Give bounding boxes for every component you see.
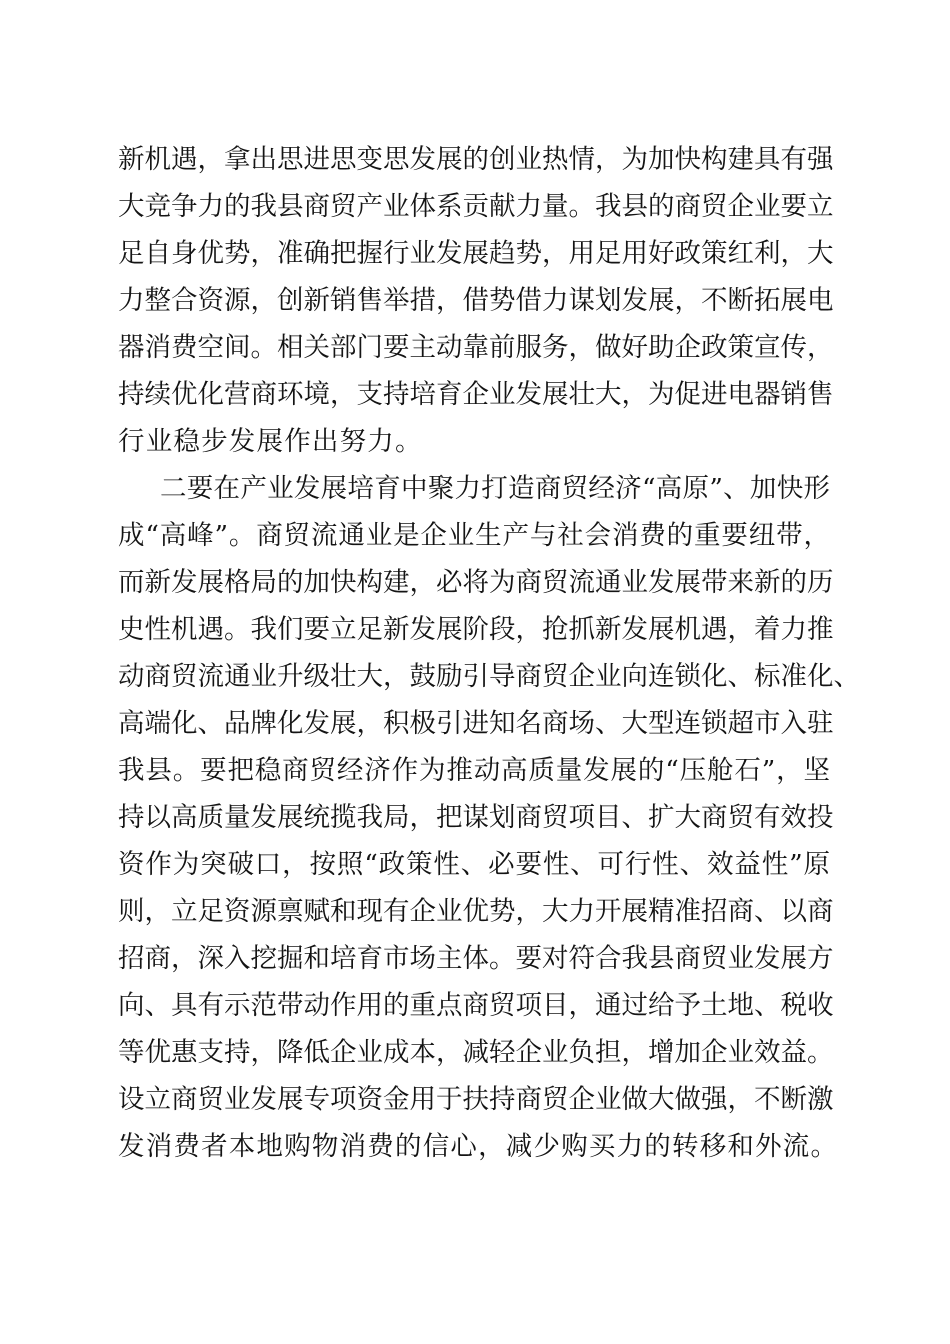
text-line: 我县。要把稳商贸经济作为推动高质量发展的“压舱石”，坚 [118,755,830,786]
text-line: 新机遇，拿出思进思变思发展的创业热情，为加快构建具有强 [118,144,834,175]
text-line: 向、具有示范带动作用的重点商贸项目，通过给予土地、税收 [118,990,834,1021]
text-line: 发消费者本地购物消费的信心，减少购买力的转移和外流。 [118,1131,839,1162]
text-line: 持续优化营商环境，支持培育企业发展壮大，为促进电器销售 [118,379,834,410]
text-line: 力整合资源，创新销售举措，借势借力谋划发展，不断拓展电 [118,285,834,316]
text-line: 史性机遇。我们要立足新发展阶段，抢抓新发展机遇，着力推 [118,614,834,645]
text-line: 足自身优势，准确把握行业发展趋势，用足用好政策红利，大 [118,238,834,269]
text-line: 则，立足资源禀赋和现有企业优势，大力开展精准招商、以商 [118,896,834,927]
text-line: 动商贸流通业升级壮大，鼓励引导商贸企业向连锁化、标准化、 [118,661,860,692]
text-line: 资作为突破口，按照“政策性、必要性、可行性、效益性”原 [118,849,830,880]
text-line: 器消费空间。相关部门要主动靠前服务，做好助企政策宣传， [118,332,834,363]
text-line: 成“高峰”。商贸流通业是企业生产与社会消费的重要纽带， [118,520,830,551]
text-line: 大竞争力的我县商贸产业体系贡献力量。我县的商贸企业要立 [118,191,834,222]
text-line: 持以高质量发展统揽我局，把谋划商贸项目、扩大商贸有效投 [118,802,834,833]
text-line: 等优惠支持，降低企业成本，减轻企业负担，增加企业效益。 [118,1037,834,1068]
text-line: 招商，深入挖掘和培育市场主体。要对符合我县商贸业发展方 [118,943,834,974]
text-line: 高端化、品牌化发展，积极引进知名商场、大型连锁超市入驻 [118,708,834,739]
text-line: 设立商贸业发展专项资金用于扶持商贸企业做大做强，不断激 [118,1084,834,1115]
text-line: 而新发展格局的加快构建，必将为商贸流通业发展带来新的历 [118,567,834,598]
text-line: 行业稳步发展作出努力。 [118,426,423,457]
text-line: 二要在产业发展培育中聚力打造商贸经济“高原”、加快形 [160,473,830,504]
